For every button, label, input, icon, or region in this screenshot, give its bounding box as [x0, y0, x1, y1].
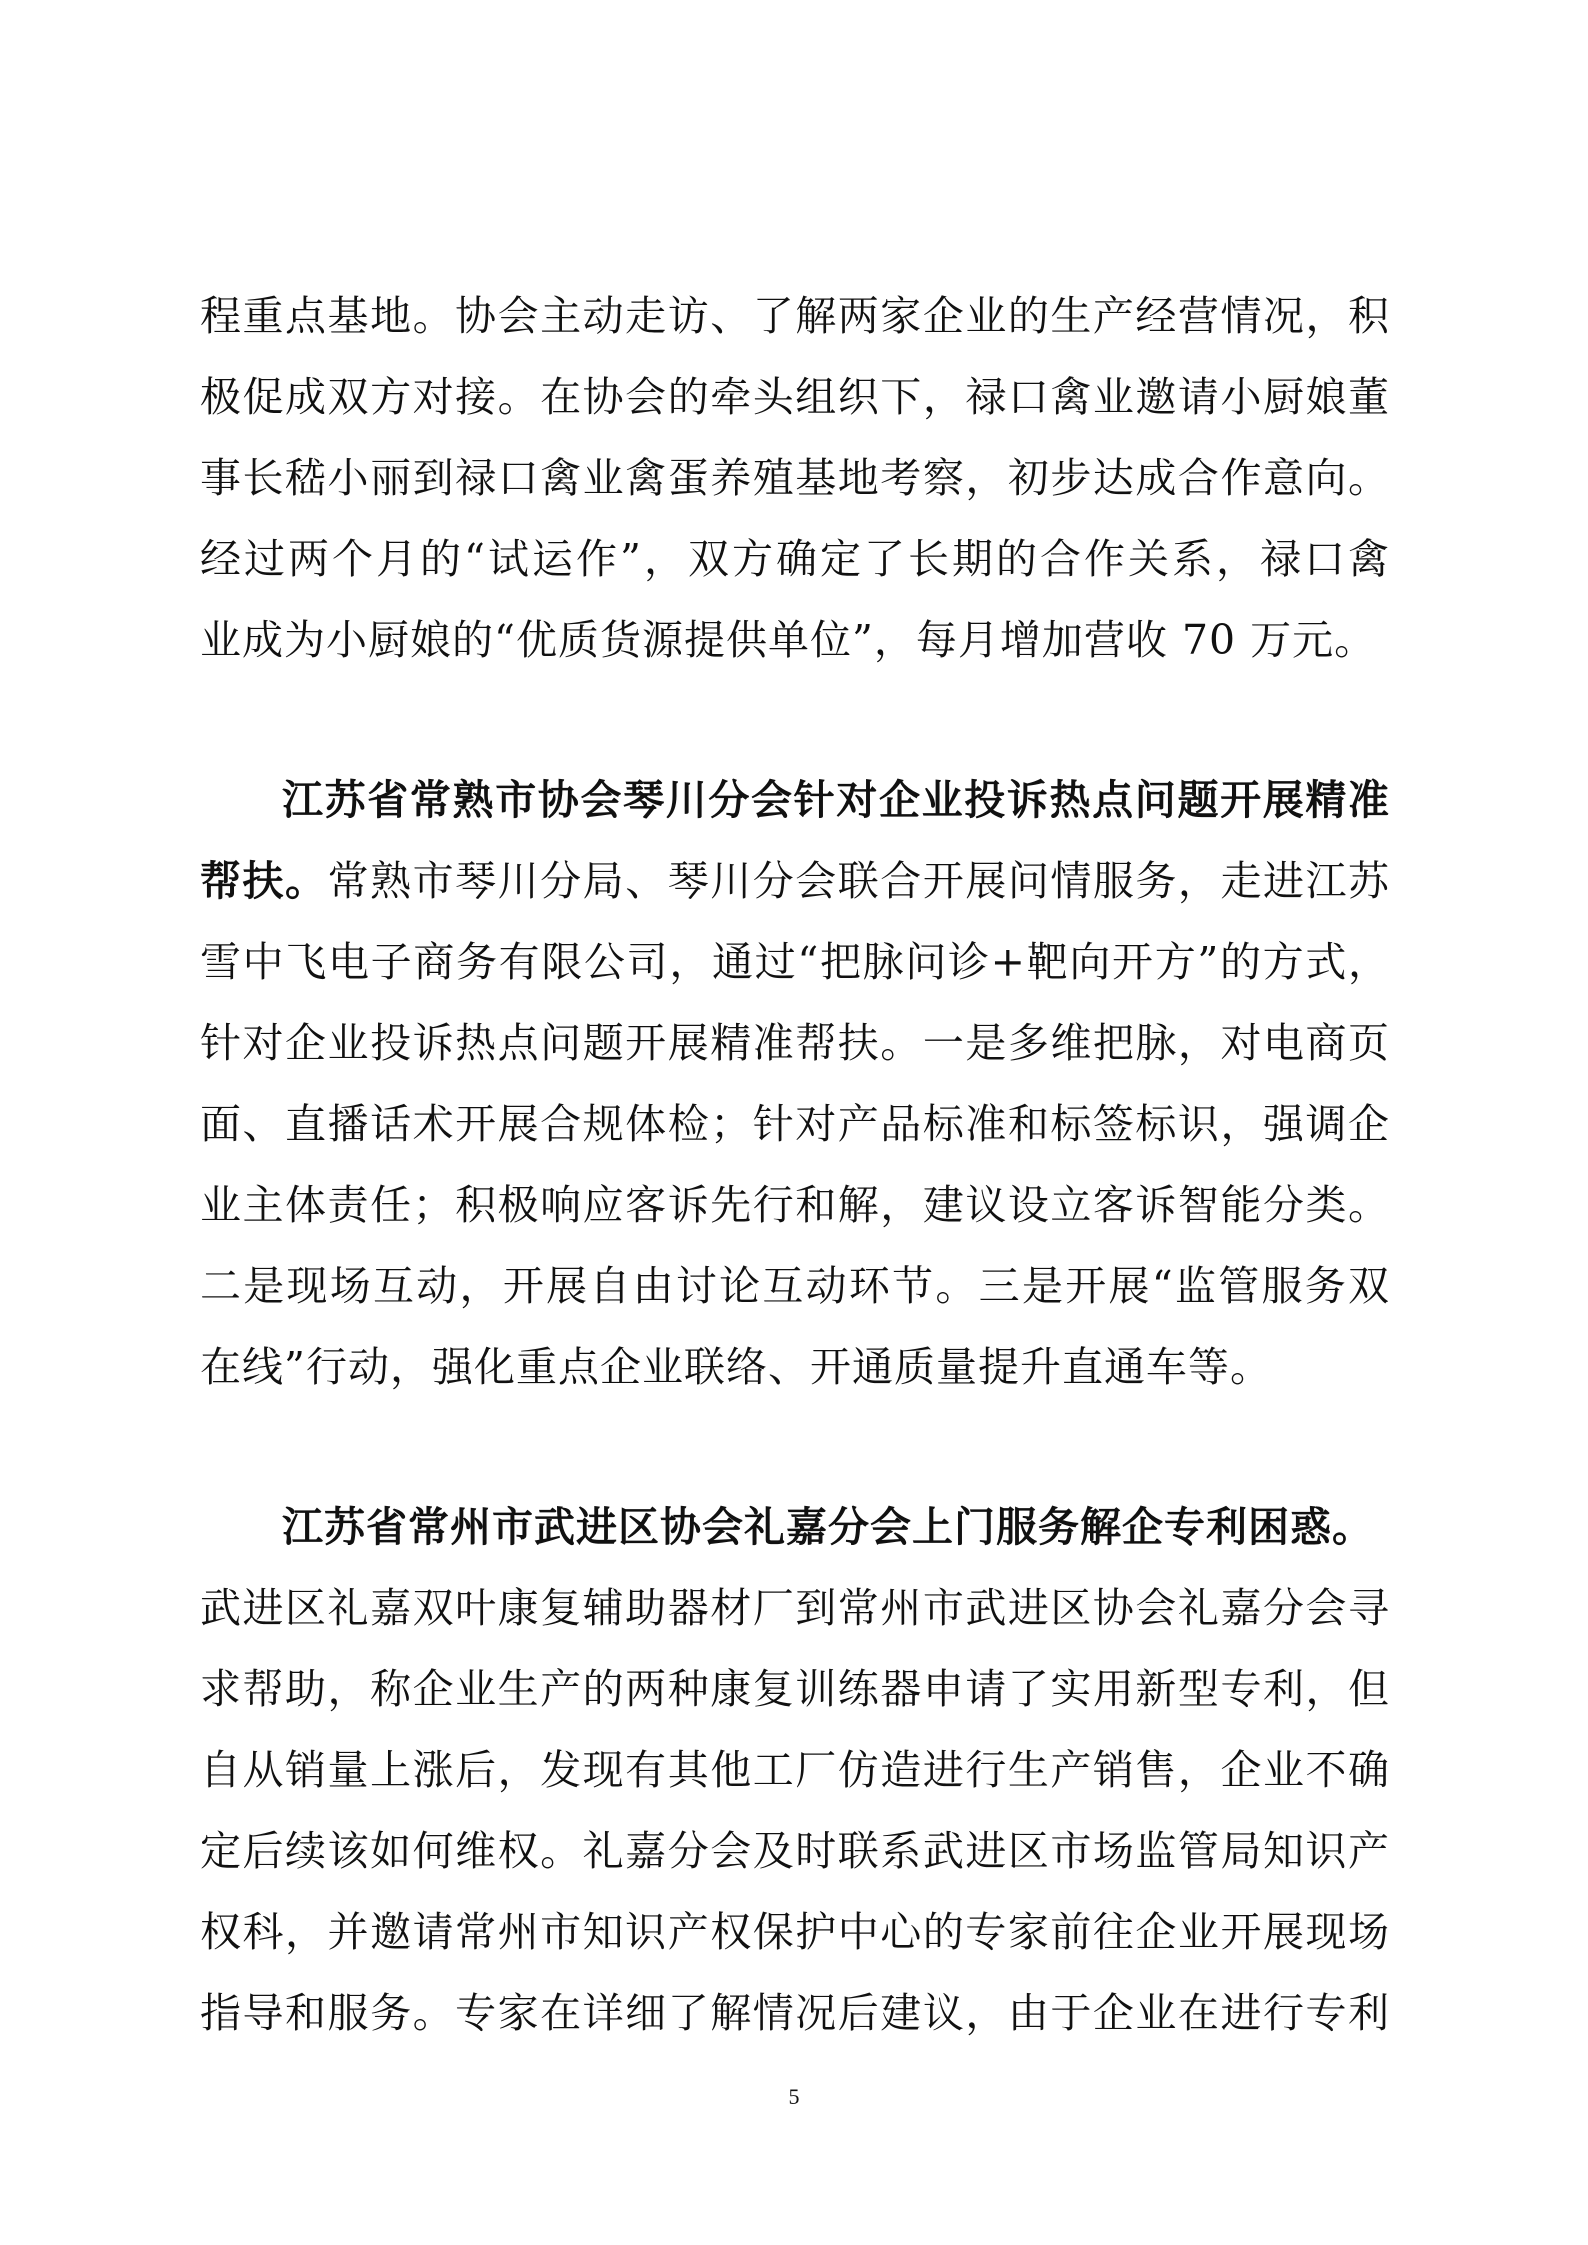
paragraph-1-line-1: 程重点基地。协会主动走访、了解两家企业的生产经营情况，积 — [200, 292, 1390, 340]
paragraph-1-line-3: 事长嵇小丽到禄口禽业禽蛋养殖基地考察，初步达成合作意向。 — [200, 454, 1390, 502]
paragraph-3-line-3: 自从销量上涨后，发现有其他工厂仿造进行生产销售，企业不确 — [200, 1746, 1390, 1794]
paragraph-2-line-3: 针对企业投诉热点问题开展精准帮扶。一是多维把脉，对电商页 — [200, 1019, 1390, 1067]
paragraph-1-line-5: 业成为小厨娘的“优质货源提供单位”，每月增加营收 70 万元。 — [200, 616, 1377, 664]
paragraph-3-line-1: 武进区礼嘉双叶康复辅助器材厂到常州市武进区协会礼嘉分会寻 — [200, 1584, 1390, 1632]
paragraph-3-title: 江苏省常州市武进区协会礼嘉分会上门服务解企专利困惑。 — [282, 1503, 1374, 1551]
paragraph-1-line-2: 极促成双方对接。在协会的牵头组织下，禄口禽业邀请小厨娘董 — [200, 373, 1390, 421]
paragraph-3-line-6: 指导和服务。专家在详细了解情况后建议，由于企业在进行专利 — [200, 1989, 1390, 2037]
paragraph-2-title-tail: 帮扶。 — [200, 857, 328, 905]
paragraph-3-line-4: 定后续该如何维权。礼嘉分会及时联系武进区市场监管局知识产 — [200, 1827, 1390, 1875]
paragraph-2-line-1-rest: 常熟市琴川分局、琴川分会联合开展问情服务，走进江苏 — [327, 857, 1391, 905]
paragraph-2-line-7: 在线”行动，强化重点企业联络、开通质量提升直通车等。 — [200, 1343, 1272, 1391]
paragraph-2-line-4: 面、直播话术开展合规体检；针对产品标准和标签标识，强调企 — [200, 1100, 1390, 1148]
paragraph-3-line-2: 求帮助，称企业生产的两种康复训练器申请了实用新型专利，但 — [200, 1665, 1390, 1713]
page-number: 5 — [788, 2084, 800, 2109]
paragraph-3-line-5: 权科，并邀请常州市知识产权保护中心的专家前往企业开展现场 — [200, 1908, 1390, 1956]
paragraph-2-line-5: 业主体责任；积极响应客诉先行和解，建议设立客诉智能分类。 — [200, 1181, 1390, 1229]
paragraph-2-line-2: 雪中飞电子商务有限公司，通过“把脉问诊+靶向开方”的方式， — [200, 938, 1390, 986]
paragraph-2-line-1 — [200, 851, 1390, 911]
paragraph-2-title: 江苏省常熟市协会琴川分会针对企业投诉热点问题开展精准 — [282, 776, 1390, 824]
paragraph-1-line-4: 经过两个月的“试运作”，双方确定了长期的合作关系，禄口禽 — [200, 535, 1390, 583]
paragraph-2-line-6: 二是现场互动，开展自由讨论互动环节。三是开展“监管服务双 — [200, 1262, 1390, 1310]
